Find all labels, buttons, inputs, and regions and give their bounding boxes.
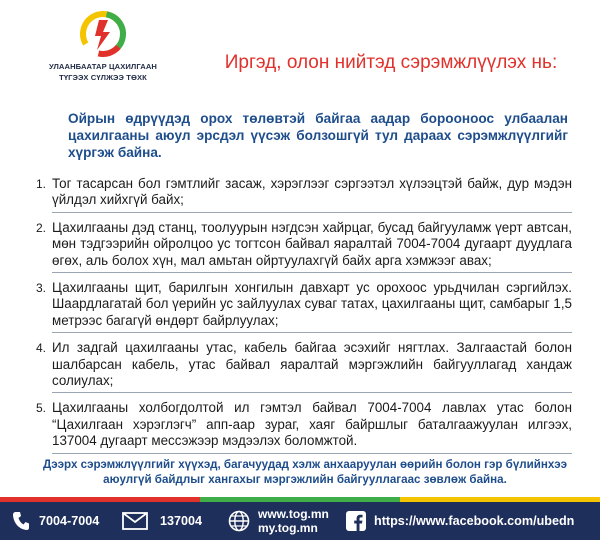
facebook-link[interactable]: https://www.facebook.com/ubedn [374, 514, 575, 528]
facebook-contact[interactable] [346, 502, 574, 540]
phone-icon [12, 511, 30, 531]
item-text: Цахилгааны щит, барилгын хонгилын давхарт ус орохоос урьдчилан сэргийлэх. Шаардлагатай бол үерийн ус зайлуулах суваг татах, цахилгааны щит, самбарыг 1,5 метрээс багагүй өндөрт байрлуулах; [52, 280, 572, 333]
list-item [36, 176, 572, 213]
list-item [36, 220, 572, 273]
globe-icon [228, 510, 250, 532]
list-item [36, 340, 572, 393]
item-number: 2. [36, 220, 47, 235]
phone-number: 7004-7004 [39, 514, 100, 528]
intro-paragraph: Ойрын өдрүүдэд орох төлөвтэй байгаа аадар бороонoос улбаалан цахилгааны аюул эрсдэл үүсэж болзошгүй тул дараах сэрэмжлүүлгийг хүргэж байна. [68, 111, 568, 160]
list-item [36, 400, 572, 453]
phone-contact[interactable] [12, 502, 99, 540]
sms-number: 137004 [160, 514, 203, 528]
page-title: Иргэд, олон нийтэд сэрэмжлүүлэх нь: [224, 52, 558, 73]
warning-list [36, 176, 572, 461]
company-logo [28, 8, 178, 82]
item-number: 4. [36, 341, 47, 356]
item-text: Цахилгааны дэд станц, тоолуурын нэгдсэн хайрцаг, бусад байгууламж үерт автсан, мөн тэдгээрийн ойролцоо ус тогтсон байвал яаралтай 7004-7004 дугаарт дуудлага өгөх, аль болох хүн, мал амьтан ойртуулахгүй байх арга хэмжээг авах; [52, 220, 572, 273]
item-text: Ил задгай цахилгааны утас, кабель байгаа эсэхийг нягтлах. Залгаастай болон шалбарсан кабель, утас байвал яаралтай мэргэжлийн байгууллагад хандаж солиулах; [52, 340, 572, 393]
item-number: 3. [36, 281, 47, 296]
contact-footer [0, 502, 600, 540]
website-link[interactable]: www.tog.mn [258, 507, 329, 521]
closing-note: Дээрх сэрэмжлүүлгийг хүүхэд, багачуудад хэлж анхааруулан өөрийн болон гэр бүлийнхээ аюулгүй байдлыг хангахыг мэргэжлийн байгууллагаас зөвлөж байна. [42, 458, 568, 486]
account-link[interactable]: my.tog.mn [258, 521, 318, 535]
company-name-line1: УЛААНБААТАР ЦАХИЛГААН [48, 62, 158, 71]
item-text: Тог тасарсан бол гэмтлийг засаж, хэрэглээг сэргээтэл хүлээцтэй байж, дур мэдэн үйлдэл хийхгүй байх; [52, 176, 572, 213]
item-number: 1. [36, 177, 47, 191]
company-name-line2: ТҮГЭЭХ СҮЛЖЭЭ ТӨХК [59, 73, 147, 82]
sms-contact[interactable] [122, 502, 202, 540]
item-text: Цахилгааны холбогдолтой ил гэмтэл байвал 7004-7004 лавлах утас болон “Цахилгаан хэрэглэгч” апп-аар зураг, хаяг байршлыг баталгаажуулан илгээх, 137004 дугаарт мессэжээр мэдээлэх боломжтой. [52, 400, 572, 453]
facebook-icon [346, 511, 366, 531]
website-links[interactable] [228, 502, 329, 540]
item-number: 5. [36, 401, 47, 416]
logo-emblem [77, 8, 129, 60]
mail-icon [122, 512, 148, 530]
list-item [36, 280, 572, 333]
